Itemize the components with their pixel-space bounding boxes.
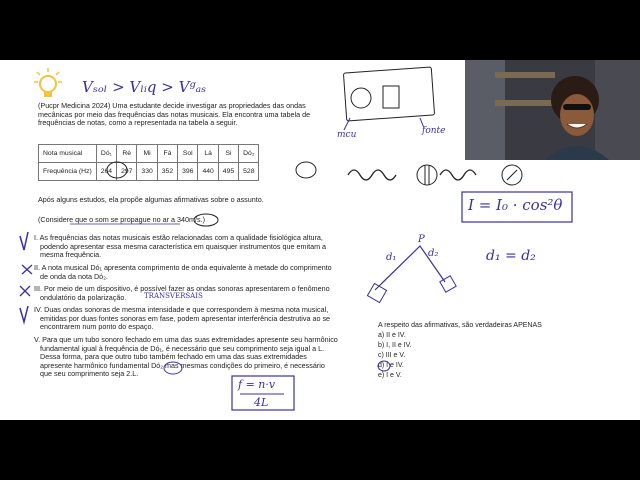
note-cell: Fá: [157, 145, 177, 163]
table-header-label: Nota musical: [39, 145, 97, 163]
frequency-cell: 396: [178, 163, 198, 181]
table-row-label: Frequência (Hz): [39, 163, 97, 181]
item-line: II. A nota musical Dó₁ apresenta comprimento de onda equivalente à metade do comprimento: [34, 263, 332, 272]
frequency-cell: 297: [117, 163, 137, 181]
item-line: emitidas por duas fontes sonoras em fase, podem apresentar interferência destrutiva ao se: [40, 313, 331, 323]
note-cell: Dó₂: [239, 145, 259, 163]
option-b[interactable]: b) I, II e IV.: [378, 342, 412, 349]
webcam-feed: [465, 60, 640, 160]
fonte-label: fonte: [422, 126, 446, 136]
item-line: que seu comprimento seja 2.L.: [40, 369, 139, 379]
item-line: mesma frequência.: [40, 250, 102, 260]
whiteboard-page: [0, 60, 640, 420]
after-table-text: Após alguns estudos, ela propõe algumas afirmativas sobre o assunto.: [38, 195, 264, 204]
item-line: apresente harmônico fundamental Dó₂ mas mesmas condições do primeiro, é necessário: [40, 360, 325, 370]
item-line: V. Para que um tubo sonoro fechado em uma das suas extremidades apresente seu harmônico: [34, 335, 338, 344]
frequency-cell: 440: [198, 163, 218, 181]
answer-prompt: A respeito das afirmativas, são verdadeiras APENAS: [378, 322, 542, 329]
item-line: podendo apresentar essa mesma característica em quaisquer instrumentos que emitam a: [40, 241, 327, 251]
frequency-cell: 528: [239, 163, 259, 181]
frequency-cell: 352: [157, 163, 177, 181]
item-line: encontrarem num ponto do espaço.: [40, 322, 154, 332]
note-cell: Dó₁: [96, 145, 116, 163]
option-a[interactable]: a) II e IV.: [378, 332, 406, 339]
mcu-label: mcu: [337, 130, 357, 140]
intro-line: (Pucpr Medicina 2024) Uma estudante decide investigar as propriedades das ondas: [38, 101, 306, 110]
note-cell: Si: [218, 145, 238, 163]
frequency-cell: 495: [218, 163, 238, 181]
frequency-cell: 330: [137, 163, 157, 181]
note-cell: Mi: [137, 145, 157, 163]
p-label: P: [418, 234, 425, 245]
option-d[interactable]: d) I e IV.: [378, 362, 404, 369]
d1-label: d₁: [386, 252, 397, 263]
note-cell: Sol: [178, 145, 198, 163]
intro-line: frequências de notas, como a representada na tabela a seguir.: [38, 118, 238, 128]
item-line: de onda da nota Dó₂.: [40, 271, 108, 281]
intensity-formula: I = I₀ · cos²θ: [468, 196, 563, 214]
presenter-image: [465, 60, 640, 160]
item-line: IV. Duas ondas sonoras de mesma intensidade e que correspondem à mesma nota musical,: [34, 305, 329, 314]
option-c[interactable]: c) III e V.: [378, 352, 406, 359]
item-line: fundamental igual à frequência de Dó₁, é necessário que seu comprimento seja igual a L.: [40, 343, 325, 353]
consider-text: (Considere que o som se propague no ar a 340m/s.): [38, 215, 206, 224]
velocity-order-note: Vₛₒₗ > Vₗᵢq > Vᵍₐₛ: [82, 78, 207, 96]
item-line: I. As frequências das notas musicais estão relacionadas com a qualidade fisiológica altura,: [34, 233, 323, 242]
item-line: Dessa forma, para que outro tubo também fechado em uma das suas extremidades: [40, 352, 307, 362]
distance-equal-note: d₁ = d₂: [486, 248, 536, 264]
frequency-formula-denominator: 4L: [254, 396, 269, 409]
note-cell: Lá: [198, 145, 218, 163]
item-line: ondulatório da polarização.: [40, 292, 127, 302]
d2-label: d₂: [428, 248, 439, 259]
note-cell: Ré: [117, 145, 137, 163]
frequency-cell: 264: [96, 163, 116, 181]
frequency-formula-numerator: f = n·v: [238, 378, 276, 391]
option-e[interactable]: e) I e V.: [378, 372, 402, 379]
item-line: III. Por meio de um dispositivo, é possível fazer as ondas sonoras apresentarem o fenômeno: [34, 284, 330, 293]
transversais-note: TRANSVERSAIS: [144, 292, 203, 300]
intro-line: mecânicas por meio das frequências das notas musicais. Ela encontra uma tabela de: [38, 109, 311, 119]
